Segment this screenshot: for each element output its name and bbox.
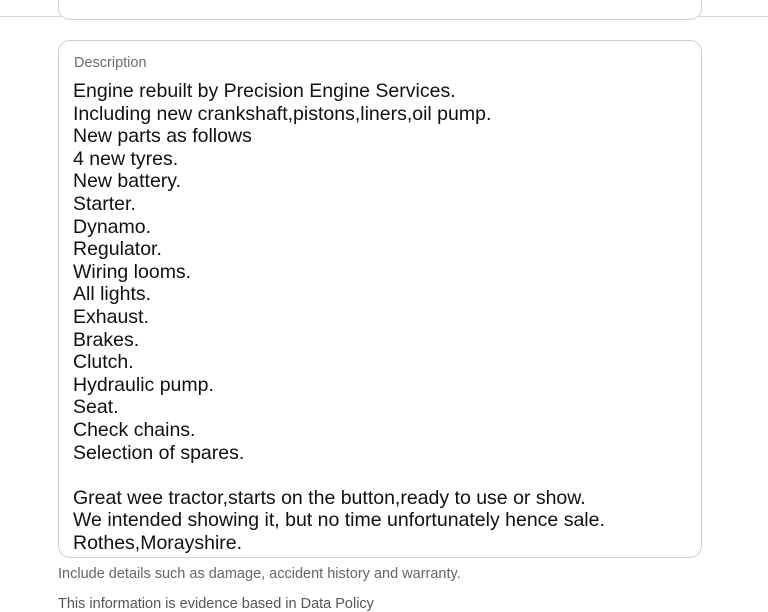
description-textarea[interactable]: [73, 80, 688, 555]
policy-text: This information is evidence based in Data Policy: [58, 596, 374, 612]
previous-field[interactable]: [58, 0, 702, 20]
description-label: Description: [74, 55, 147, 71]
description-helper-text: Include details such as damage, accident history and warranty.: [58, 566, 461, 582]
description-field[interactable]: [58, 40, 702, 558]
